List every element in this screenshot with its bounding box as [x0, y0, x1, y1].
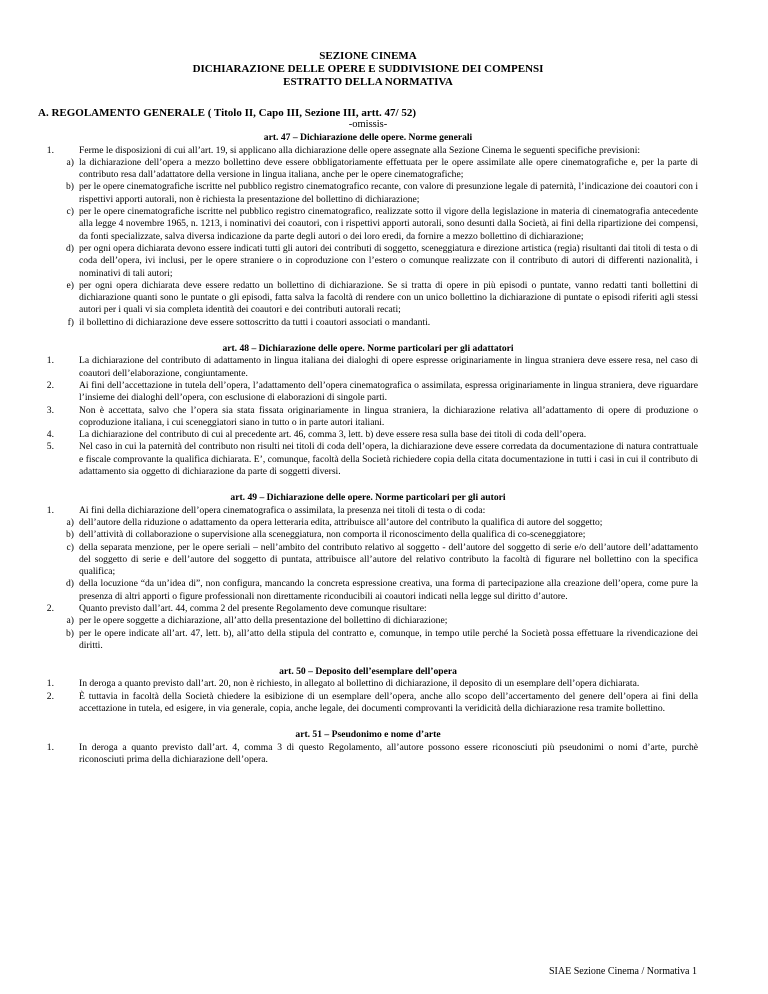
item-text: della locuzione “da un’idea di”, non configura, mancando la concreta espressione creativa, una forma di partecipazione alla creazione dell’opera, come pure la presenza di altri apporti o figure professionali non direttamente riconducibili ai coautori indicati nella legge sul diritto d’autore.: [79, 578, 698, 602]
item-letter: a): [66, 156, 74, 168]
paragraph-number: 4.: [46, 429, 54, 441]
article-48-paragraph-1: [38, 355, 698, 380]
item-text: dell’attività di collaborazione o supervisione alla sceneggiatura, non comporta il riconoscimento della qualifica di co-sceneggiatore;: [79, 529, 586, 541]
article-48-paragraph-3: [38, 405, 698, 430]
document-header: [38, 50, 698, 89]
paragraph-number: 1.: [46, 741, 54, 753]
item-letter: a): [66, 516, 74, 528]
article-51-title: art. 51 – Pseudonimo e nome d’arte: [295, 729, 441, 741]
section-title: A. REGOLAMENTO GENERALE ( Titolo II, Capo III, Sezione III, artt. 47/ 52): [38, 107, 417, 119]
article-49-item-d: [38, 578, 698, 603]
item-text: per ogni opera dichiarata devono essere indicati tutti gli autori dei contributi di soggetto, sceneggiatura e direzione artistica (regia) risultanti dai titoli di testa o di coda dell’opera, ivi inclusi, per le opere straniere o in coproduzione con l’estero o comunque realizzate con il contributo di autori di differenti nazionalità, i nominativi di tali autori;: [79, 242, 698, 279]
article-47-item-f: [38, 317, 698, 329]
article-49-p2-item-a: [38, 615, 698, 627]
paragraph-text: Ferme le disposizioni di cui all’art. 19, si applicano alla dichiarazione delle opere assegnate alla Sezione Cinema le seguenti specifiche previsioni:: [79, 144, 641, 156]
omissis-note: -omissis-: [348, 119, 388, 131]
item-text: la dichiarazione dell’opera a mezzo bollettino deve essere obbligatoriamente effettuata per le opere assimilate alle opere cinematografiche e, per la parte di contributo resa dall’adattatore della versione in lingua italiana, anche per le opere cinematografiche;: [79, 156, 698, 181]
header-line-1: SEZIONE CINEMA: [319, 50, 417, 62]
paragraph-number: 3.: [46, 404, 54, 416]
article-47-paragraph-1: [38, 145, 698, 157]
paragraph-number: 1.: [46, 504, 54, 516]
item-letter: b): [66, 181, 74, 193]
article-49-item-a: [38, 517, 698, 529]
item-letter: b): [66, 627, 74, 639]
item-letter: d): [66, 242, 74, 254]
item-letter: a): [66, 615, 74, 627]
item-text: per le opere cinematografiche iscritte nel pubblico registro cinematografico, realizzate sotto il vigore della legislazione in materia di cinematografia antecedente alla legge 4 novembre 1965, n. 1213, i nominativi dei coautori, con i rispettivi apporti autorali, sono desunti dalla Società, ai fini della ripartizione dei compensi, da fonti specializzate, salva diversa indicazione da parte degli autori o dei loro eredi, da fornire a mezzo bollettino di dichiarazione;: [79, 206, 698, 242]
article-50-paragraph-1: [38, 678, 698, 690]
article-47-item-e: [38, 280, 698, 317]
article-47-item-b: [38, 181, 698, 206]
article-48-paragraph-2: [38, 380, 698, 405]
item-letter: e): [66, 279, 74, 291]
article-49-p2-item-b: [38, 628, 698, 653]
item-text: per le opere soggette a dichiarazione, all’atto della presentazione del bollettino di dichiarazione;: [79, 615, 448, 627]
paragraph-text: Nel caso in cui la paternità del contributo non risulti nei titoli di coda dell’opera, la dichiarazione deve essere corredata da documentazione di natura contrattuale e fiscale comprovante la qualifica dichiarata. E’, comunque, facoltà della Società richiedere copia della citata documentazione in tutti i casi in cui il contributo di adattamento sia oggetto di dichiarazione da parte di soggetti diversi.: [79, 441, 698, 478]
paragraph-number: 2.: [46, 690, 54, 702]
item-text: per le opere indicate all’art. 47, lett. b), all’atto della stipula del contratto e, comunque, in tempo utile perché la Società possa effettuare la rivendicazione dei diritti.: [79, 627, 698, 651]
article-48-paragraph-5: [38, 441, 698, 478]
article-49-paragraph-2: [38, 603, 698, 615]
item-text: della separata menzione, per le opere seriali – nell’ambito del contributo relativo al soggetto - dell’autore del soggetto di serie e/o dell’autore dell’adattamento del soggetto di serie e dell’autore del soggetto di puntata, attribuisce all’autore del relativo contributo la facoltà di figurare nel bollettino con la specifica qualifica;: [79, 541, 698, 578]
article-48-paragraph-4: [38, 429, 698, 441]
paragraph-number: 2.: [46, 602, 54, 614]
paragraph-text: Ai fini dell’accettazione in tutela dell’opera, l’adattamento dell’opera cinematografica o assimilata, espressa originariamente in lingua straniera, deve riguardare l’insieme dei dialoghi dell’opera, con esclusione di elaborazioni di singole parti.: [79, 379, 698, 404]
item-text: per le opere cinematografiche iscritte nel pubblico registro cinematografico recante, con valore di presunzione legale di paternità, l’indicazione dei coautori con i rispettivi apporti autorali, non è richiesta la presentazione del bollettino di dichiarazione;: [79, 181, 698, 205]
paragraph-text: Ai fini della dichiarazione dell’opera cinematografica o assimilata, la presenza nei titoli di testa o di coda:: [79, 504, 486, 516]
item-letter: c): [66, 206, 74, 218]
page-footer: SIAE Sezione Cinema / Normativa 1: [548, 966, 697, 977]
item-letter: b): [66, 529, 74, 541]
paragraph-text: La dichiarazione del contributo di adattamento in lingua italiana dei dialoghi di opere espresse originariamente in lingua straniera deve essere resa, nel caso di coautori dell’elaborazione, congiuntamente.: [79, 355, 698, 379]
paragraph-text: La dichiarazione del contributo di cui al precedente art. 46, comma 3, lett. b) deve essere resa sulla base dei titoli di coda dell’opera.: [79, 429, 587, 441]
article-50-paragraph-2: [38, 691, 698, 716]
item-text: dell’autore della riduzione o adattamento da opera letteraria edita, attribuisce all’autore del contributo la qualifica di autore del soggetto;: [79, 516, 603, 528]
paragraph-number: 1.: [46, 678, 54, 690]
paragraph-text: In deroga a quanto previsto dall’art. 4, comma 3 di questo Regolamento, all’autore possono essere riconosciuti più pseudonimi o nomi d’arte, purchè riconosciuti prima della dichiarazione dell’opera.: [79, 741, 698, 765]
header-line-3: ESTRATTO DELLA NORMATIVA: [283, 76, 453, 88]
article-49-title: art. 49 – Dichiarazione delle opere. Norme particolari per gli autori: [230, 492, 506, 504]
item-text: per ogni opera dichiarata deve essere redatto un bollettino di dichiarazione. Se si tratta di opere in più episodi o puntate, vanno redatti tanti bollettini di dichiarazione quanti sono le puntate o gli episodi, fatta salva la facoltà di rendere con un unico bollettino la dichiarazione di puntate o episodi riferiti agli stessi autori per i quali vi sia completa identità dei coautori e dei contributi autorali recati;: [79, 279, 698, 316]
item-letter: d): [66, 578, 74, 590]
article-48-title: art. 48 – Dichiarazione delle opere. Norme particolari per gli adattatori: [222, 343, 514, 355]
paragraph-text: In deroga a quanto previsto dall’art. 20, non è richiesto, in allegato al bollettino di dichiarazione, il deposito di un esemplare dell’opera dichiarata.: [79, 678, 640, 690]
paragraph-number: 5.: [46, 441, 54, 453]
article-47-item-a: [38, 157, 698, 182]
item-letter: c): [66, 541, 74, 553]
article-47-title: art. 47 – Dichiarazione delle opere. Norme generali: [263, 132, 473, 144]
paragraph-text: Non è accettata, salvo che l’opera sia stata fissata originariamente in lingua straniera, la dichiarazione relativa all’adattamento di opere di produzione o coproduzione italiana, i cui sceneggiatori siano in tutto o in parte autori italiani.: [79, 404, 698, 428]
item-letter: f): [67, 316, 74, 328]
paragraph-text: È tuttavia in facoltà della Società chiedere la esibizione di un esemplare dell’opera, anche allo scopo dell’accertamento del genere dell’opera ai fini della accettazione in tutela, ed esigere, in via generale, copia, anche legale, dei documenti comprovanti la veridicità della dichiarazione resa tramite bollettino.: [79, 690, 698, 715]
paragraph-number: 1.: [46, 144, 54, 156]
paragraph-text: Quanto previsto dall’art. 44, comma 2 del presente Regolamento deve comunque risultare:: [79, 602, 427, 614]
paragraph-number: 1.: [46, 355, 54, 367]
item-text: il bollettino di dichiarazione deve essere sottoscritto da tutti i coautori associati o mandanti.: [79, 316, 431, 328]
article-49-paragraph-1: [38, 505, 698, 517]
article-47-item-d: [38, 243, 698, 280]
article-49-item-c: [38, 542, 698, 579]
header-line-2: DICHIARAZIONE DELLE OPERE E SUDDIVISIONE DEI COMPENSI: [192, 63, 544, 75]
paragraph-number: 2.: [46, 379, 54, 391]
article-49-item-b: [38, 529, 698, 541]
article-47-item-c: [38, 206, 698, 243]
article-51-paragraph-1: [38, 742, 698, 767]
article-50-title: art. 50 – Deposito dell’esemplare dell’opera: [279, 666, 457, 678]
